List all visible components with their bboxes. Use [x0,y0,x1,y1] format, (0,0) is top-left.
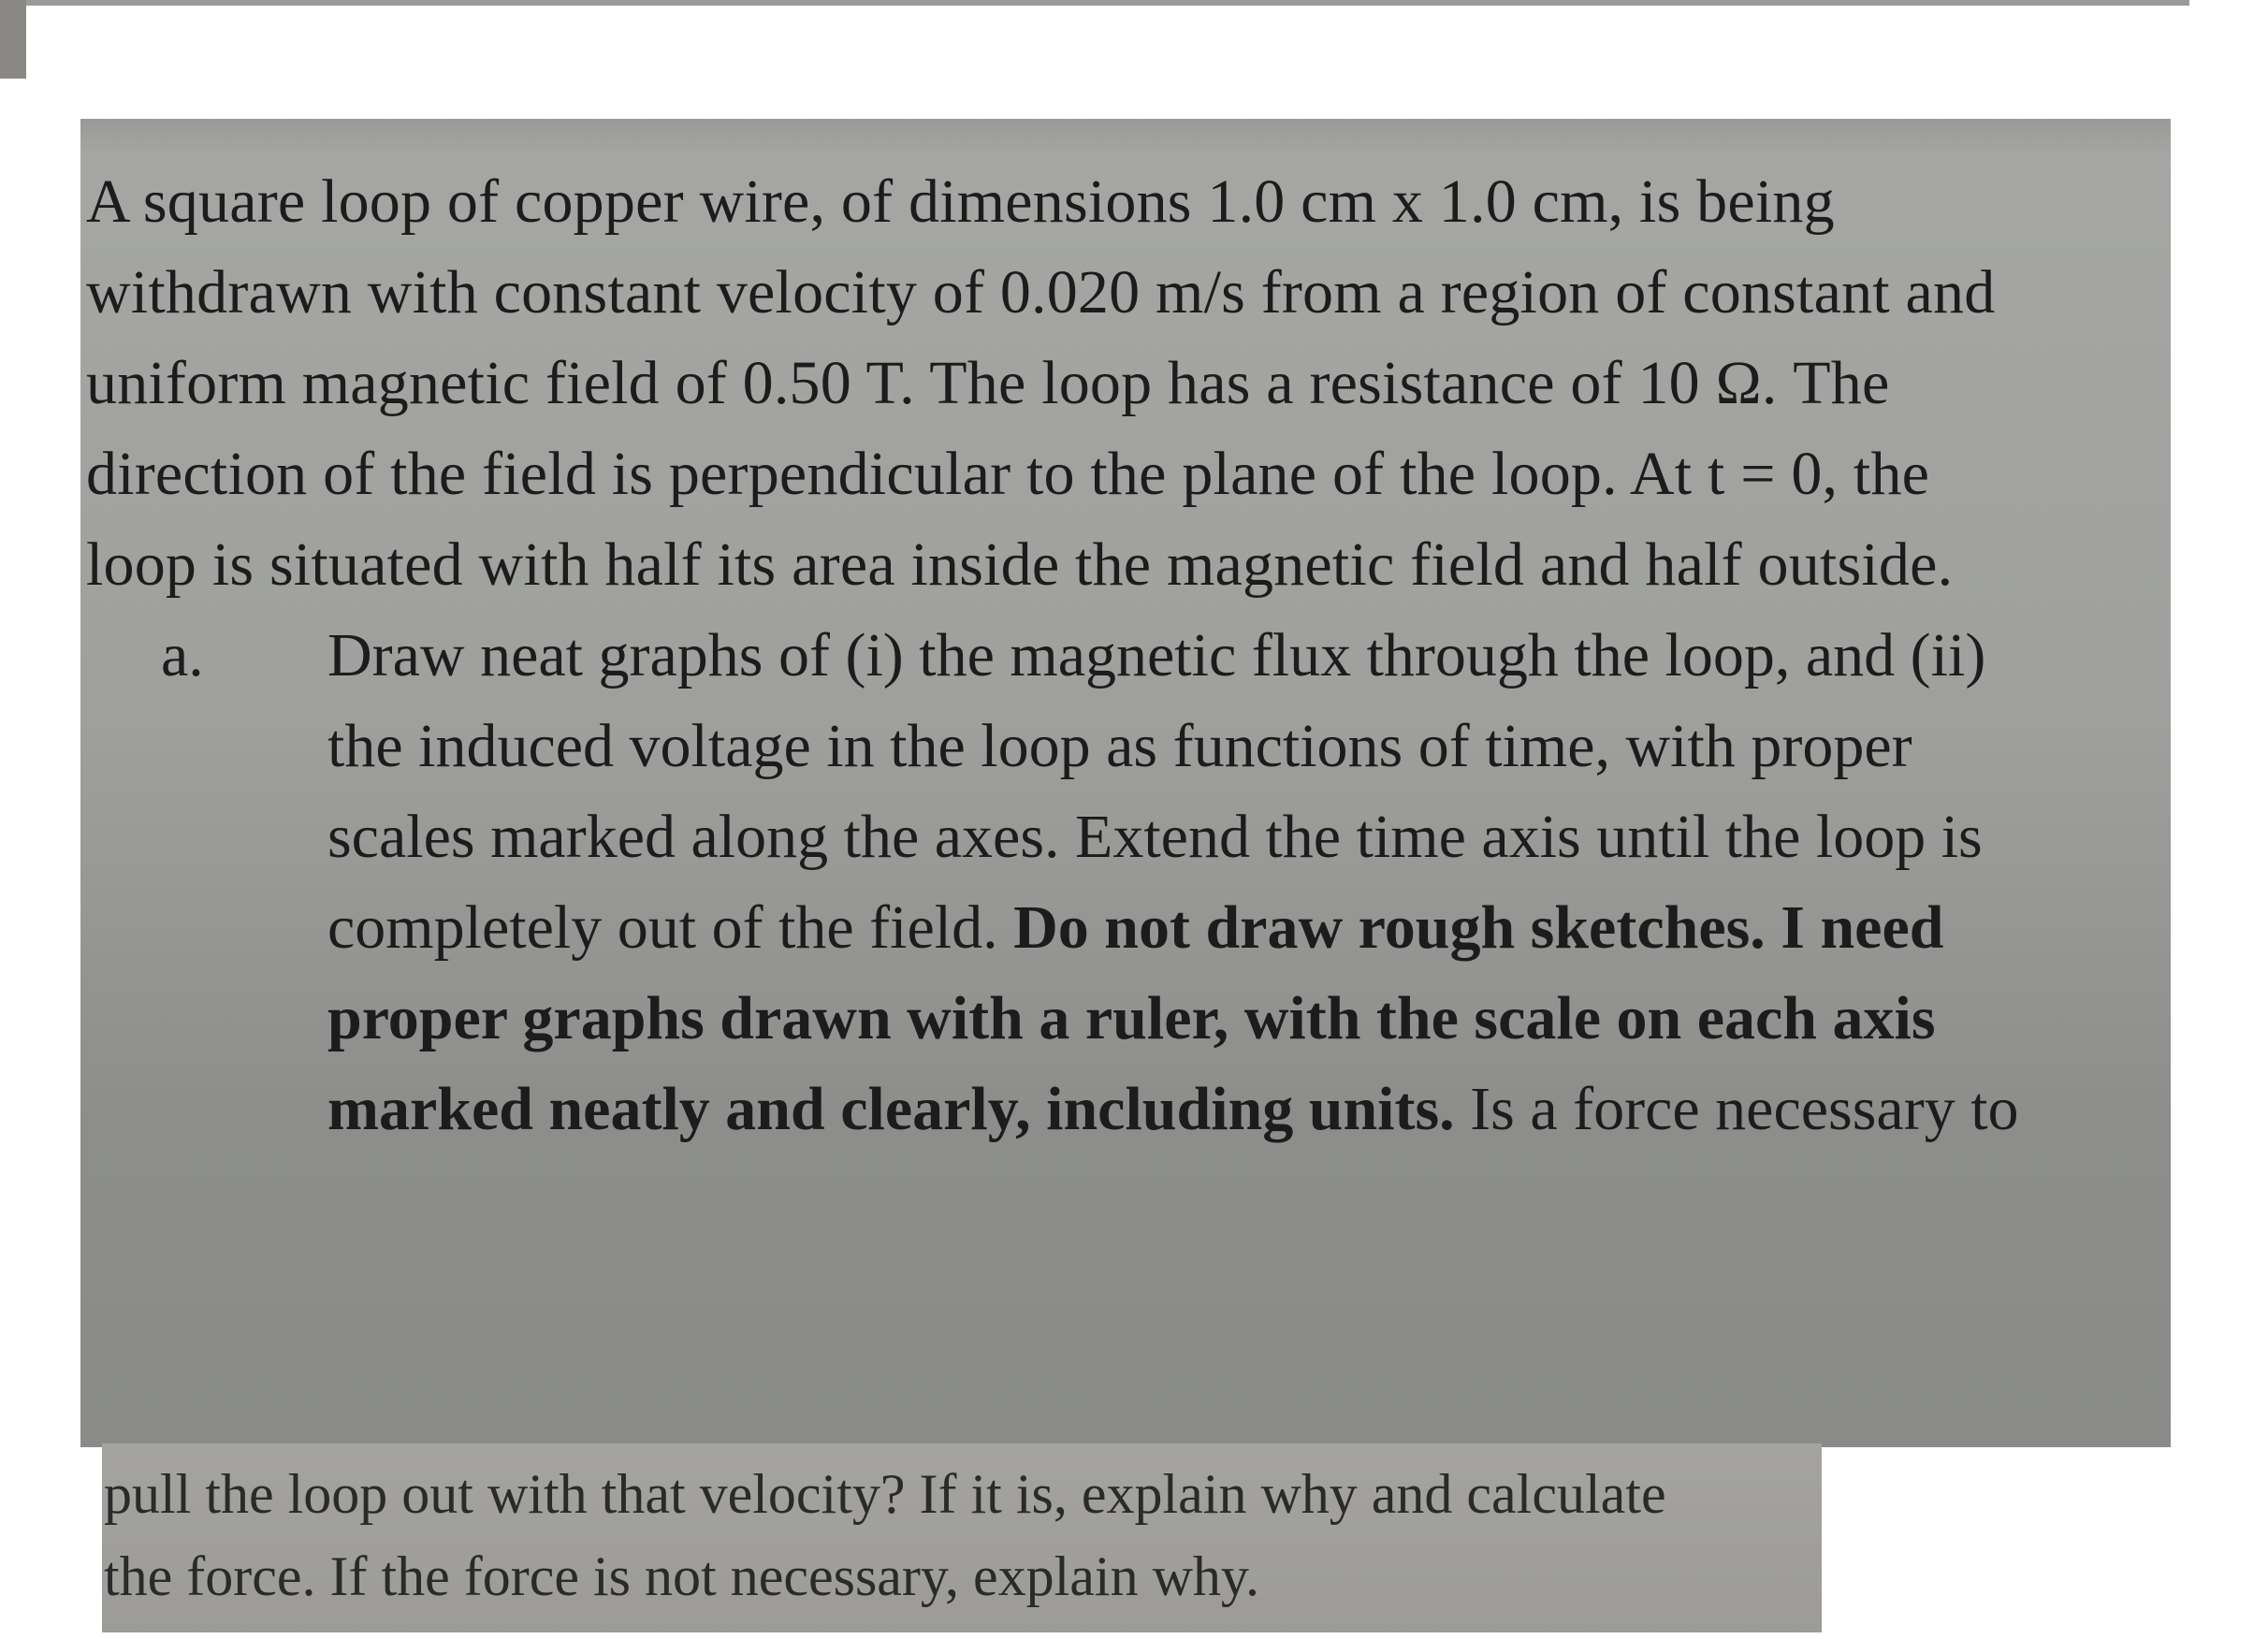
part-a-text [327,610,2171,1154]
statement-line: A square loop of copper wire, of dimensions 1.0 cm x 1.0 cm, is being [86,167,1835,236]
continuation-line: the force. If the force is not necessary, explain why. [104,1545,1260,1607]
statement-line: uniform magnetic field of 0.50 T. The loop has a resistance of 10 Ω. The [86,349,1890,417]
part-a-text-regular: Is a force necessary to [1454,1075,2019,1143]
corner-shadow [0,0,26,79]
part-a-line: scales marked along the axes. Extend the time axis until the loop is [327,803,1983,871]
question-photo-continuation [102,1443,1822,1632]
statement-line: withdrawn with constant velocity of 0.020 m/s from a region of constant and [86,258,1996,326]
part-a-line: the induced voltage in the loop as functions of time, with proper [327,712,1912,780]
part-a-line [327,882,2171,973]
part-a-text-regular: completely out of the field. [327,893,1014,962]
top-edge-strip [0,0,2189,6]
continuation-line: pull the loop out with that velocity? If it is, explain why and calculate [104,1463,1666,1525]
part-a-line-bold: proper graphs drawn with a ruler, with the scale on each axis [327,984,1936,1052]
part-a-text-bold: marked neatly and clearly, including units. [327,1075,1455,1143]
statement-line: direction of the field is perpendicular to the plane of the loop. At t = 0, the [86,440,1930,508]
part-a-text-bold: Do not draw rough sketches. I need [1013,893,1944,962]
part-a-marker: a. [161,621,204,689]
continuation-text [104,1453,1666,1617]
statement-line: loop is situated with half its area inside the magnetic field and half outside. [86,530,1954,599]
part-a-line [327,1064,2171,1154]
problem-statement [86,156,2163,610]
part-a-line: Draw neat graphs of (i) the magnetic flux through the loop, and (ii) [327,621,1986,689]
question-photo-main [80,119,2171,1447]
